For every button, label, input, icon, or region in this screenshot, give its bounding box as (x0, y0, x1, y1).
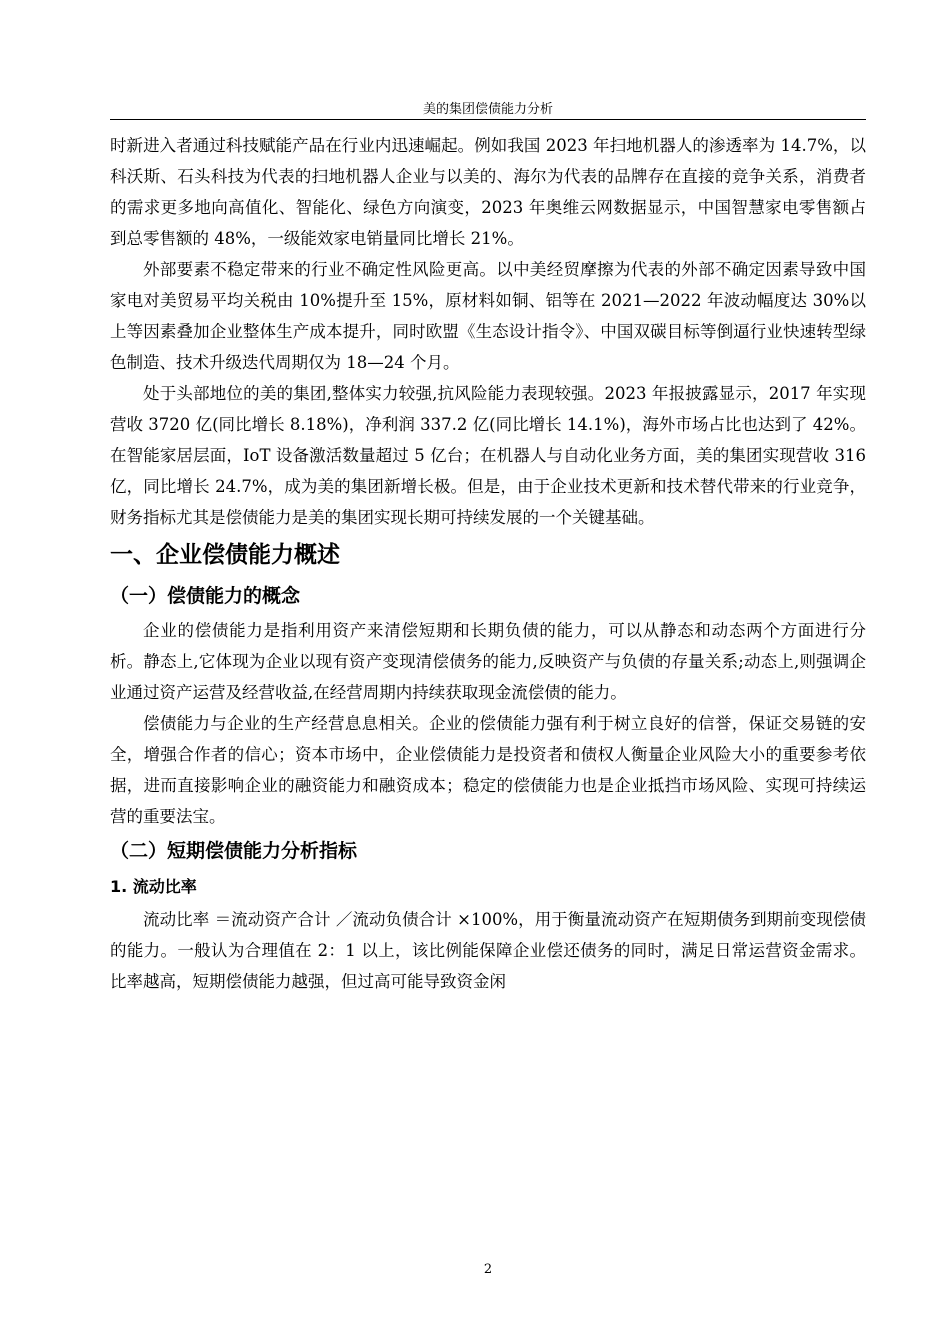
paragraph-midea-strength: 处于头部地位的美的集团,整体实力较强,抗风险能力表现较强。2023 年报披露显示，2017 年实现营收 3720 亿(同比增长 8.18%)，净利润 337.2 亿(同比增长 14.1%)，海外市场占比也达到了 42%。在智能家居层面，IoT 设备激活数量超过 5 亿台；在机器人与自动化业务方面，美的集团实现营收 316 亿，同比增长 24.7%，成为美的集团新增长极。但是，由于企业技术更新和技术替代带来的行业竞争，财务指标尤其是偿债能力是美的集团实现长期可持续发展的一个关键基础。 (110, 384, 866, 527)
subsection-heading-short-term: （二）短期偿债能力分析指标 (110, 840, 358, 862)
page-content (110, 130, 866, 997)
subsection-heading-concept: （一）偿债能力的概念 (110, 585, 301, 607)
paragraph-external-risk: 外部要素不稳定带来的行业不确定性风险更高。以中美经贸摩擦为代表的外部不确定因素导致中国家电对美贸易平均关税由 10%提升至 15%，原材料如铜、铝等在 2021—2022 年波动幅度达 30%以上等因素叠加企业整体生产成本提升，同时欧盟《生态设计指令》、中国双碳目标等倒逼行业快速转型绿色制造、技术升级迭代周期仅为 18—24 个月。 (110, 260, 866, 372)
paragraph-current-ratio: 流动比率 ＝流动资产合计 ／流动负债合计 ×100%，用于衡量流动资产在短期债务到期前变现偿债的能力。一般认为合理值在 2：1 以上，该比例能保障企业偿还债务的同时，满足日常运营资金需求。比率越高，短期偿债能力越强，但过高可能导致资金闲 (110, 910, 866, 991)
page-number: 2 (483, 1262, 493, 1277)
header-divider (110, 119, 866, 120)
paragraph-solvency-definition: 企业的偿债能力是指利用资产来清偿短期和长期负债的能力，可以从静态和动态两个方面进行分析。静态上,它体现为企业以现有资产变现清偿债务的能力,反映资产与负债的存量关系;动态上,则强调企业通过资产运营及经营收益,在经营周期内持续获取现金流偿债的能力。 (110, 621, 866, 702)
paragraph-continuation: 时新进入者通过科技赋能产品在行业内迅速崛起。例如我国 2023 年扫地机器人的渗透率为 14.7%，以科沃斯、石头科技为代表的扫地机器人企业与以美的、海尔为代表的品牌存在直接的竞争关系，消费者的需求更多地向高值化、智能化、绿色方向演变，2023 年奥维云网数据显示，中国智慧家电零售额占到总零售额的 48%，一级能效家电销量同比增长 21%。 (110, 136, 866, 248)
paragraph-solvency-importance: 偿债能力与企业的生产经营息息相关。企业的偿债能力强有利于树立良好的信誉，保证交易链的安全，增强合作者的信心；资本市场中，企业偿债能力是投资者和债权人衡量企业风险大小的重要参考依据，进而直接影响企业的融资能力和融资成本；稳定的偿债能力也是企业抵挡市场风险、实现可持续运营的重要法宝。 (110, 714, 866, 826)
section-heading-1: 一、企业偿债能力概述 (110, 542, 340, 568)
page-header: 美的集团偿债能力分析 (422, 102, 553, 117)
item-heading-current-ratio: 1. 流动比率 (110, 877, 197, 896)
